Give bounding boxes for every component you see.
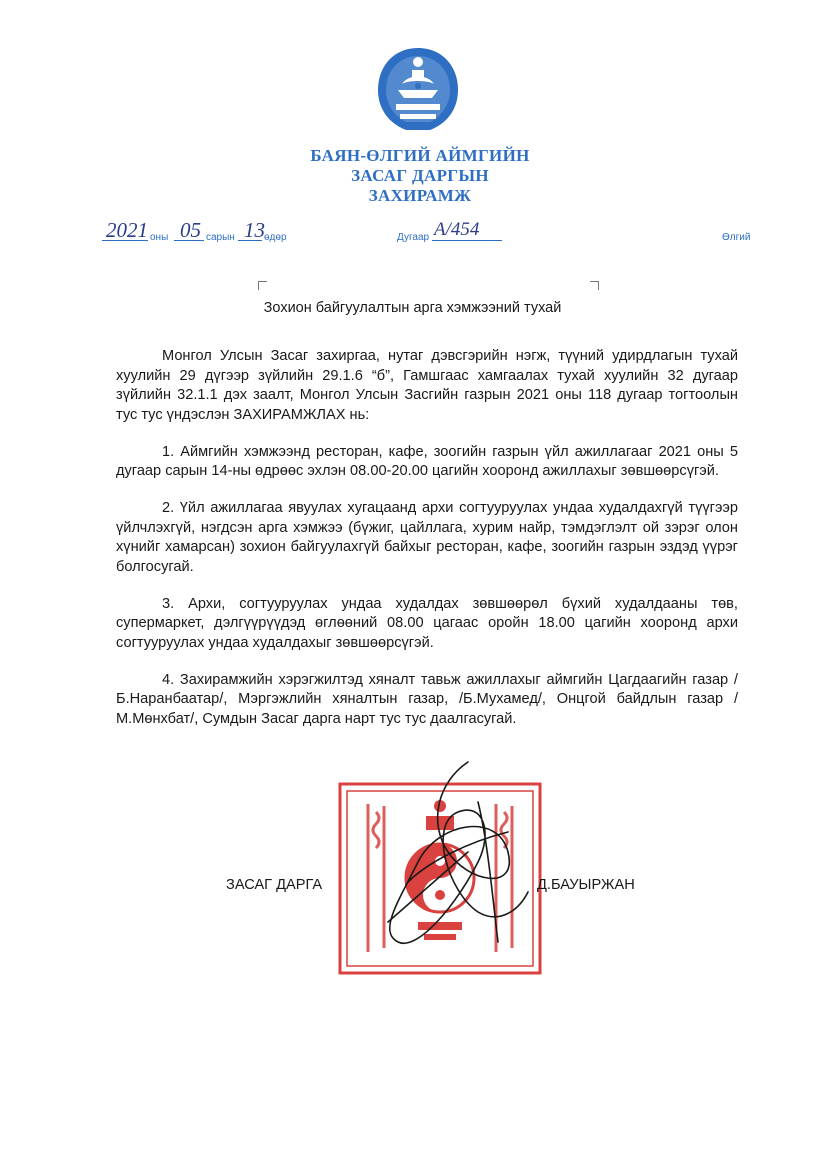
corner-mark-right [590, 281, 599, 290]
date-day: 13 [244, 218, 265, 242]
clause-paragraph-2: 2. Үйл ажиллагаа явуулах хугацаанд архи согтууруулах ундаа худалдахгүй түүгээр үйлчлэхгүй, нэгдсэн арга хэмжээ (бүжиг, цайллага, хурим найр, тэмдэглэлт ой зэрэг олон хүнийг хамарсан) зохион байгуулахгүй байхыг ресторан, кафе, зоогийн газрын эздэд үүрэг болгосугай. [116, 500, 738, 575]
issuer-line-2: ЗАСАГ ДАРГЫН [351, 166, 489, 185]
issuer-line-3: ЗАХИРАМЖ [368, 186, 472, 205]
date-number-row [100, 217, 765, 247]
month-label: сарын [206, 232, 235, 243]
signer-name: Д.БАУЫРЖАН [537, 877, 635, 893]
day-label: өдөр [264, 232, 287, 243]
issuer-line-1: БАЯН-ӨЛГИЙ АЙМГИЙН [310, 146, 530, 165]
date-year: 2021 [106, 218, 148, 242]
document-body [116, 347, 738, 747]
corner-mark-left [258, 281, 267, 290]
place-name: Өлгий [722, 232, 751, 243]
clause-paragraph-4: 4. Захирамжийн хэрэгжилтэд хяналт тавьж ажиллахыг аймгийн Цагдаагийн газар /Б.Наранбаатар/, Мэргэжлийн хяналтын газар, /Б.Мухамед/, Онцгой байдлын газар /М.Мөнхбат/, Сумдын Засаг дарга нарт тус тус даалгасугай. [116, 671, 738, 727]
state-emblem-icon [372, 44, 464, 136]
clause-paragraph-3: 3. Архи, согтууруулах ундаа худалдах зөвшөөрөл бүхий худалдааны төв, супермаркет, дэлгүүрүүдэд өглөөний 08.00 цагаас оройн 18.00 цагийн хооронд архи согтууруулах ундаа худалдахыг зөвшөөрсүгэй. [116, 595, 738, 651]
signer-role: ЗАСАГ ДАРГА [226, 877, 323, 893]
issuer-header [250, 146, 590, 206]
year-label: оны [150, 232, 169, 243]
preamble-paragraph: Монгол Улсын Засаг захиргаа, нутаг дэвсгэрийн нэгж, түүний удирдлагын тухай хуулийн 29 дүгээр зүйлийн 29.1.6 “б”, Гамшгаас хамгаалах тухай хуулийн 32 дугаар зүйлийн 32.1.1 дэх заалт, Монгол Улсын Засгийн газрын 2021 оны 118 дугаар тогтоолын тус тус үндэслэн ЗАХИРАМЖЛАХ нь: [116, 348, 738, 423]
official-seal-icon [338, 782, 542, 975]
number-label: Дугаар [397, 232, 430, 243]
clause-paragraph-1: 1. Аймгийн хэмжээнд ресторан, кафе, зоогийн газрын үйл ажиллагааг 2021 оны 5 дугаар сарын 14-ны өдрөөс эхлэн 08.00-20.00 цагийн хооронд ажиллахыг зөвшөөрсүгэй. [116, 443, 738, 479]
date-month: 05 [180, 218, 201, 242]
document-title: Зохион байгуулалтын арга хэмжээний тухай [263, 300, 562, 316]
document-number: А/454 [434, 219, 480, 240]
